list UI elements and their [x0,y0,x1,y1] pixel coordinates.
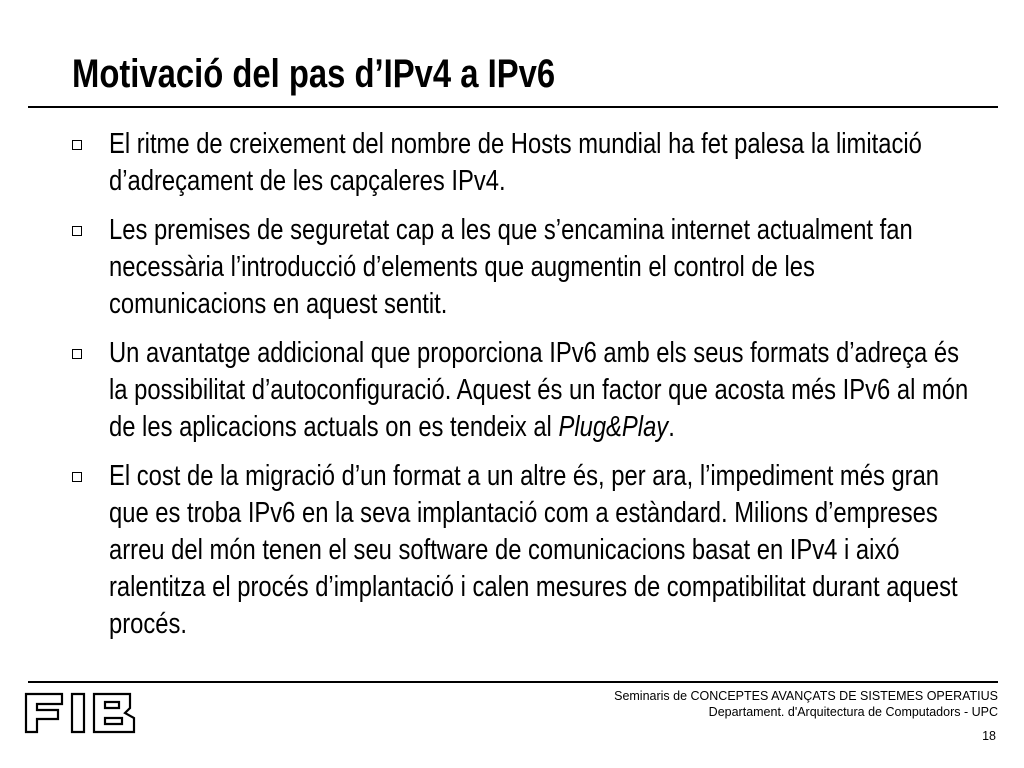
title-divider [28,106,998,108]
page-number: 18 [982,729,996,743]
footer-department: Departament. d'Arquitectura de Computadors - UPC [708,705,998,719]
footer-course-name: Seminaris de CONCEPTES AVANÇATS DE SISTEMES OPERATIUS [614,689,998,703]
bullet-square-icon [72,349,82,359]
bullet-item [0,458,1024,643]
bullet-item [0,335,1024,446]
bullet-text [109,335,974,446]
bullet-square-icon [72,140,82,150]
fib-logo [22,688,140,736]
bullet-item [0,212,1024,323]
slide-title: Motivació del pas d’IPv4 a IPv6 [72,52,556,96]
bullet-text-before: Un avantatge addicional que proporciona IPv6 amb els seus formats d’adreça és la possibilitat d’autoconfiguració. Aquest és un factor que acosta més IPv6 al món de les aplicacions actuals on es tendeix al [109,337,969,443]
bullet-square-icon [72,226,82,236]
bullet-text: El ritme de creixement del nombre de Hosts mundial ha fet palesa la limitació d’adreçament de les capçaleres IPv4. [109,128,922,197]
bullet-text: Les premises de seguretat cap a les que s’encamina internet actualment fan necessària l’introducció d’elements que augmentin el control de les comunicacions en aquest sentit. [109,214,913,320]
bullet-text: El cost de la migració d’un format a un altre és, per ara, l’impediment més gran que es troba IPv6 en la seva implantació com a estàndard. Milions d’empreses arreu del món tenen el seu software de comunicacions basat en IPv4 i aixó ralentitza el procés d’implantació i calen mesures de compatibilitat durant aquest procés. [109,460,958,640]
bullet-square-icon [72,472,82,482]
footer-divider [28,681,998,683]
bullet-text-after: . [668,411,675,443]
bullet-list [0,126,1024,655]
bullet-item [0,126,1024,200]
bullet-text-italic: Plug&Play [558,411,669,443]
